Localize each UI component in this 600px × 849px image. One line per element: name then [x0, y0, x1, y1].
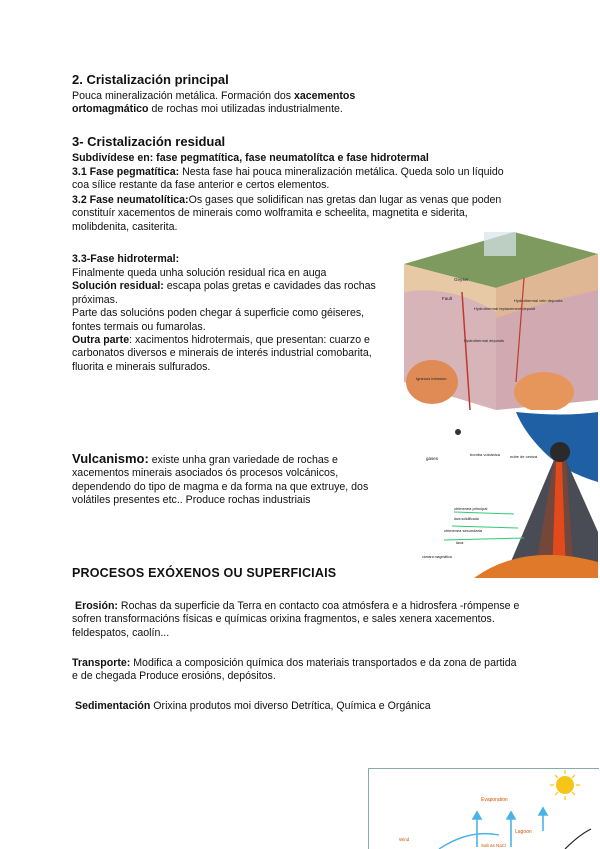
- text: Modifica a composición química dos materiais transportados e da zona de partida e de chegada Produce erosións, depósitos.: [72, 657, 517, 683]
- subtitle-subdivision: Subdivídese en: fase pegmatítica, fase neumatolítca e fase hidrotermal: [72, 152, 429, 164]
- fig2-label-lava: lava: [456, 540, 464, 545]
- label-outra-parte: Outra parte: [72, 334, 130, 347]
- hydrothermal-deposits-diagram: [404, 232, 598, 410]
- fig3-label-salt: Salt as NaCl: [481, 843, 507, 848]
- text: Pouca mineralización metálica. Formación dos: [72, 90, 294, 102]
- text: de rochas moi utilizadas industrialmente.: [148, 103, 343, 116]
- text: Parte das solucións poden chegar á superficie como géiseres, fontes termais ou fumarolas.: [72, 307, 365, 333]
- paragraph-fase-hidrotermal: [72, 267, 392, 374]
- text: Os gases que solidifican nas gretas dan lugar as venas que poden constituír xacementos de minerais como wolframita e scheelita, magnetita e siderita, molibdenita, casiterita.: [72, 194, 502, 233]
- paragraph-vulcanismo: [72, 452, 390, 508]
- fig3-label-wind: Wind: [399, 837, 410, 842]
- volcano-diagram: [414, 412, 598, 578]
- text: : xacimentos hidrotermais, que presentan: cuarzo e carbonatos diversos e minerais de interés industrial comobarita, fluorita e minerais sulfurados.: [72, 334, 372, 373]
- text: Orixina produtos moi diverso Detrítica, Química e Orgánica: [150, 700, 431, 712]
- paragraph-sedimentacion: [72, 700, 522, 713]
- evaporation-diagram: [368, 768, 599, 849]
- label-3-3: 3.3-Fase hidrotermal:: [72, 253, 180, 265]
- label-solucion-residual: Solución residual:: [72, 280, 164, 293]
- fig2-label-chimenea: chimenea principal: [454, 506, 488, 511]
- fig2-label-bomba: bomba volcánica: [470, 452, 501, 457]
- fig1-label-replacement: Hydrothermal replacement deposit: [474, 306, 536, 311]
- text: Rochas da superficie da Terra en contacto coa atmósfera e a hidrosfera -rómpense e sofren transformacións físicas e químicas orixina fragmentos, e sales xenera xacementos. feldespatos, caolín...: [72, 600, 520, 639]
- label-sedimentacion: Sedimentación: [75, 700, 151, 712]
- text: Finalmente queda unha solución residual rica en auga: [72, 267, 327, 279]
- paragraph-erosion: [72, 600, 522, 640]
- fig3-label-evaporation: Evaporation: [481, 797, 508, 803]
- section-heading-procesos-exoxenos: PROCESOS EXÓXENOS OU SUPERFICIAIS: [72, 566, 337, 580]
- fig1-label-geyser: Geyser: [454, 277, 469, 282]
- fig2-label-nube: nube de ceniza: [510, 454, 538, 459]
- sun-icon: [556, 776, 574, 794]
- section-heading-cristalizacion-principal: 2. Cristalización principal: [72, 72, 229, 87]
- paragraph-transporte: [72, 657, 522, 684]
- paragraph-fase-pegmatitica: [72, 166, 522, 193]
- fig1-label-intrusion: Igneous intrusion: [416, 376, 447, 381]
- label-3-1: 3.1 Fase pegmatítica:: [72, 166, 180, 178]
- label-3-2: 3.2 Fase neumatolítica:: [72, 194, 189, 206]
- text: existe unha gran variedade de rochas e xacementos minerais asociados ós procesos volcánicos, dependendo do tipo de magma e da forma na que extruye, dos volátiles presentes etc.. Produce rochas industriais: [72, 454, 369, 507]
- bold-term: xacementos ortomagmático: [72, 90, 356, 116]
- paragraph-fase-neumatolitica: [72, 194, 522, 234]
- fig2-label-lava-solid: lava solidificada: [454, 517, 479, 521]
- fig3-label-lagoon: Lagoon: [515, 829, 532, 835]
- fig2-label-gases: gases: [426, 456, 439, 461]
- label-fase-hidrotermal: [72, 253, 392, 266]
- fig2-label-chimenea-sec: chimenea secundaria: [444, 528, 483, 533]
- fig1-label-vein: Hydrothermal vein deposits: [514, 298, 563, 303]
- label-vulcanismo: Vulcanismo:: [72, 451, 149, 466]
- label-erosion: Erosión:: [75, 600, 118, 612]
- text: Nesta fase hai pouca mineralización metálica. Queda solo un líquido coa sílice restante da fase anterior e certos elementos.: [72, 166, 504, 192]
- fig1-label-deposits: Hydrothermal deposits: [464, 338, 505, 343]
- section-heading-cristalizacion-residual: 3- Cristalización residual: [72, 134, 226, 149]
- paragraph-cristalizacion-principal: [72, 90, 372, 117]
- text: escapa polas gretas e cavidades das rochas próximas.: [72, 280, 376, 306]
- label-transporte: Transporte:: [72, 657, 131, 669]
- fig1-label-fault: Fault: [442, 296, 453, 301]
- fig2-label-camara: cámara magmática: [422, 555, 452, 559]
